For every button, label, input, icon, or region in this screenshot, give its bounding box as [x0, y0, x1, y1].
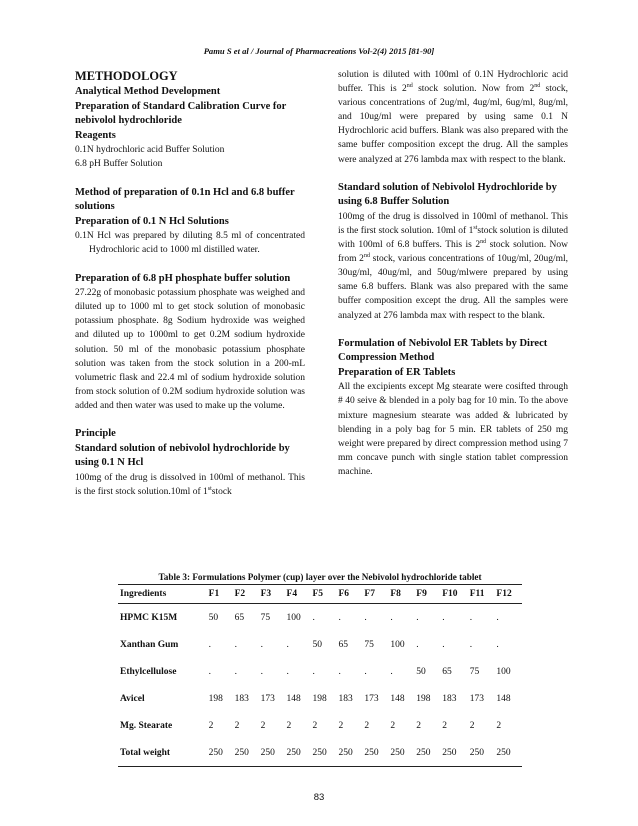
column-header-ingredients: Ingredients	[120, 589, 167, 599]
column-header-f7: F7	[364, 589, 375, 599]
table-cell: 250	[338, 747, 353, 758]
column-header-f10: F10	[442, 589, 458, 599]
table-cell: .	[416, 639, 419, 650]
std-curve-heading: Preparation of Standard Calibration Curve for nebivolol hydrochloride	[75, 100, 287, 127]
ingredient-name: Total weight	[120, 747, 171, 758]
column-header-f3: F3	[260, 589, 272, 599]
table-cell: .	[208, 666, 212, 677]
column-header-f11: F11	[469, 589, 485, 599]
ingredient-name: HPMC K15M	[120, 612, 178, 623]
table-cell: 250	[469, 747, 484, 758]
table-row	[118, 712, 522, 739]
table-cell: .	[442, 639, 445, 650]
table-cell: 148	[286, 693, 301, 704]
table-cell: .	[234, 666, 237, 677]
table-cell: .	[286, 639, 289, 650]
reagent-item: 0.1N hydrochloric acid Buffer Solution	[75, 145, 225, 156]
table-cell: 183	[234, 693, 249, 704]
std-hcl-continued-text: solution is diluted with 100ml of 0.1N Hydrochloric acid buffer. This is 2nd stock solution. Now from 2nd stock, various concentrations of 2ug/ml, 4ug/ml, 6ug/ml, 8ug/ml, and 10ug/ml were prepared by using same 0.1 N Hydrochloric acid buffers. Blank was also prepared with the same buffer composition except the drug. All the samples were analyzed at 276 lambda max with respect to the blank.	[338, 70, 568, 165]
table-cell: .	[286, 666, 289, 677]
table-cell: 50	[208, 612, 219, 623]
table-cell: .	[469, 612, 473, 623]
table-cell: 148	[496, 693, 511, 704]
running-header: Pamu S et al / Journal of Pharmacreations Vol-2(4) 2015 [81-90]	[203, 46, 435, 56]
table-cell: .	[390, 666, 393, 677]
right-column	[338, 68, 568, 479]
table-header-row	[118, 585, 522, 604]
std-buffer-text: 100mg of the drug is dissolved in 100ml of methanol. This is the first stock solution. 10ml of 1ststock solution is diluted with 100ml of 6.8 buffers. This is 2nd stock solution. Now from 2nd stock, various concentrations of 10ug/ml, 20ug/ml, 30ug/ml, 40ug/ml, and 50ug/mlwere prepared by using same 6.8 buffers. Blank was also prepared with the same buffer composition except the drug. All the samples were analyzed at 276 lambda max with respect to the blank.	[338, 211, 569, 321]
column-header-f4: F4	[286, 589, 298, 599]
table-cell: 65	[338, 639, 348, 650]
table-cell: 198	[208, 693, 223, 704]
table-cell: 50	[416, 666, 426, 677]
table-cell: 250	[286, 747, 301, 758]
table-cell: 250	[442, 747, 457, 758]
table-cell: .	[496, 639, 499, 650]
column-header-f12: F12	[496, 589, 512, 599]
column-header-f2: F2	[234, 589, 246, 599]
table-cell: .	[208, 639, 212, 650]
table-cell: 250	[364, 747, 379, 758]
table-cell: 198	[416, 693, 431, 704]
table-cell: 2	[416, 720, 422, 731]
std-hcl-heading: Standard solution of nebivolol hydrochloride by using 0.1 N Hcl	[75, 442, 290, 469]
table-cell: .	[234, 639, 237, 650]
prep-phosphate-text: 27.22g of monobasic potassium phosphate was weighed and diluted up to 1000 ml to get stock solution of monobasic potassium phosphate. 8g Sodium hydroxide was weighed and diluted up to 1000ml to get 0.2M sodium hydroxide solution. 50 ml of the monobasic potassium phosphate solution was taken from the stock solution in a 200-mL volumetric flask and 22.4 ml of sodium hydroxide solution from stock solution of 0.2M sodium hydroxide solution was added and then water was used to make up the volume.	[75, 288, 305, 411]
table-cell: 65	[442, 666, 452, 677]
column-header-f5: F5	[312, 589, 324, 599]
table-cell: 2	[469, 720, 475, 731]
table-cell: .	[260, 639, 263, 650]
table-cell: 198	[312, 693, 327, 704]
table-cell: 250	[312, 747, 327, 758]
table-cell: .	[312, 666, 315, 677]
table-cell: .	[416, 612, 419, 623]
table-cell: 50	[312, 639, 322, 650]
reagent-item: 6.8 pH Buffer Solution	[75, 159, 163, 170]
table-cell: .	[312, 612, 315, 623]
table-cell: 2	[496, 720, 502, 731]
prep-hcl-heading: Preparation of 0.1 N Hcl Solutions	[75, 215, 229, 227]
table-cell: 2	[234, 720, 240, 731]
table-cell: 2	[364, 720, 370, 731]
table-cell: 65	[234, 612, 245, 623]
table-cell: 250	[390, 747, 405, 758]
table-cell: .	[338, 666, 341, 677]
table-cell: 173	[364, 693, 379, 704]
formulation-table-block	[118, 572, 522, 767]
table-cell: 173	[260, 693, 275, 704]
table-cell: 250	[208, 747, 223, 758]
table-cell: .	[338, 612, 341, 623]
column-header-f8: F8	[390, 589, 401, 599]
table-cell: 250	[234, 747, 249, 758]
table-cell: 2	[286, 720, 292, 731]
principle-heading: Principle	[75, 427, 116, 439]
ingredient-name: Xanthan Gum	[120, 639, 179, 650]
table-cell: 148	[390, 693, 405, 704]
table-cell: 250	[496, 747, 511, 758]
prep-phosphate-heading: Preparation of 6.8 pH phosphate buffer solution	[75, 272, 291, 284]
table-row	[118, 739, 522, 767]
table-cell: .	[390, 612, 393, 623]
ingredient-name: Mg. Stearate	[120, 720, 173, 731]
table-cell: .	[260, 666, 263, 677]
left-column	[75, 68, 305, 499]
formulation-heading: Formulation of Nebivolol ER Tablets by Direct Compression Method	[338, 337, 548, 364]
table-cell: .	[442, 612, 445, 623]
table-cell: .	[496, 612, 499, 623]
table-cell: 2	[442, 720, 447, 731]
table-cell: 100	[286, 612, 301, 623]
table-row	[118, 685, 522, 712]
prep-er-heading: Preparation of ER Tablets	[338, 366, 456, 378]
table-cell: .	[364, 666, 367, 677]
table-row	[118, 604, 522, 632]
table-cell: 183	[338, 693, 353, 704]
page-number: 83	[313, 792, 325, 803]
ingredient-name: Ethylcellulose	[120, 666, 177, 677]
table-cell: 173	[469, 693, 484, 704]
prep-er-text: All the excipients except Mg stearate were cosifted through # 40 seive & blended in a poly bag for 10 min. To the above mixture magnesium stearate was added & lubricated by blending in a poly bag for 5 min. ER tablets of 250 mg weight were prepared by direct compression method using 7 mm concave punch with single station tablet compression machine.	[338, 382, 568, 477]
std-hcl-text: 100mg of the drug is dissolved in 100ml of methanol. This is the first stock solution.10ml of 1ststock	[75, 472, 305, 497]
std-buffer-heading: Standard solution of Nebivolol Hydrochloride by using 6.8 Buffer Solution	[338, 181, 557, 208]
table-row	[118, 631, 522, 658]
methodology-heading: METHODOLOGY	[75, 69, 178, 83]
table-cell: .	[469, 639, 473, 650]
table-cell: 2	[208, 720, 214, 731]
table-cell: 250	[416, 747, 431, 758]
table-cell: 100	[390, 639, 405, 650]
table-cell: 250	[260, 747, 275, 758]
table-cell: 75	[364, 639, 374, 650]
table-cell: 2	[260, 720, 266, 731]
method-heading: Method of preparation of 0.1n Hcl and 6.8 buffer solutions	[75, 186, 295, 213]
table-cell: 75	[469, 666, 480, 677]
table-cell: 75	[260, 612, 271, 623]
analytical-method-heading: Analytical Method Development	[75, 86, 221, 97]
table-cell: 183	[442, 693, 457, 704]
table-cell: 2	[338, 720, 344, 731]
table-caption: Table 3: Formulations Polymer (cup) layer over the Nebivolol hydrochloride tablet	[158, 572, 482, 582]
table-cell: .	[364, 612, 367, 623]
column-header-f6: F6	[338, 589, 349, 599]
prep-hcl-text: 0.1N Hcl was prepared by diluting 8.5 ml of concentrated Hydrochloric acid to 1000 ml distilled water.	[75, 231, 305, 256]
ingredient-name: Avicel	[120, 693, 145, 704]
column-header-f9: F9	[416, 589, 427, 599]
formulation-table	[118, 584, 522, 767]
table-cell: 100	[496, 666, 511, 677]
reagents-heading: Reagents	[75, 129, 116, 141]
table-row	[118, 658, 522, 685]
column-header-f1: F1	[208, 589, 220, 599]
table-cell: 2	[312, 720, 318, 731]
table-cell: 2	[390, 720, 396, 731]
